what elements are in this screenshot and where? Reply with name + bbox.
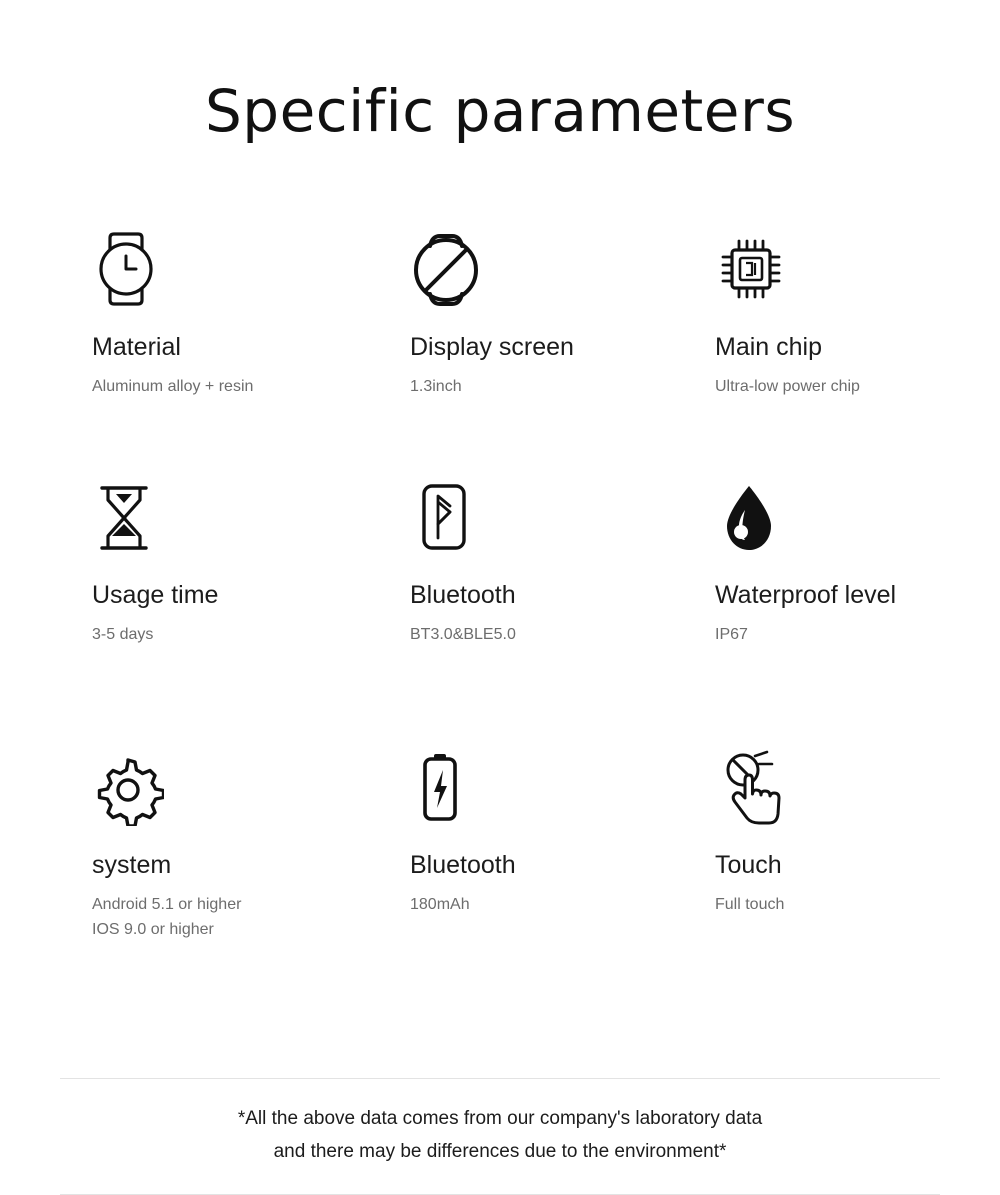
spec-subtitle: Aluminum alloy + resin (92, 378, 254, 396)
battery-icon (410, 740, 715, 826)
watch-display-icon (410, 222, 715, 308)
spec-subtitle: 3-5 days (92, 626, 154, 644)
spec-item-waterproof-level (715, 470, 912, 740)
footer-line-1: *All the above data comes from our company's laboratory data (237, 1108, 763, 1130)
spec-title: Bluetooth (410, 580, 516, 609)
spec-title: Touch (715, 850, 782, 879)
footer-line-2: and there may be differences due to the environment* (273, 1140, 727, 1162)
spec-item-material (92, 222, 410, 470)
bluetooth-icon (410, 470, 715, 556)
spec-subtitle: IP67 (715, 626, 748, 644)
specs-grid (0, 222, 1000, 943)
spec-subtitle: BT3.0&BLE5.0 (410, 626, 516, 644)
spec-subtitle: Full touch (715, 896, 785, 914)
spec-item-battery (410, 740, 715, 943)
spec-title: Usage time (92, 580, 219, 609)
spec-item-bluetooth (410, 470, 715, 740)
spec-item-touch (715, 740, 912, 943)
spec-item-system (92, 740, 410, 943)
spec-title: Material (92, 332, 181, 361)
water-drop-icon (715, 470, 912, 556)
spec-title: Display screen (410, 332, 574, 361)
spec-item-display-screen (410, 222, 715, 470)
spec-subtitle-secondary: IOS 9.0 or higher (92, 921, 214, 939)
spec-item-main-chip (715, 222, 912, 470)
page-title: Specific parameters (204, 77, 796, 145)
spec-subtitle: 1.3inch (410, 378, 462, 396)
spec-title: system (92, 850, 172, 879)
spec-title: Main chip (715, 332, 822, 361)
watch-clock-icon (92, 222, 410, 308)
chip-icon (715, 222, 912, 308)
spec-subtitle: Android 5.1 or higher (92, 896, 242, 914)
footer-disclaimer (60, 1078, 940, 1195)
spec-title: Waterproof level (715, 580, 897, 609)
gear-icon (92, 740, 410, 826)
spec-subtitle: 180mAh (410, 896, 470, 914)
spec-title: Bluetooth (410, 850, 516, 879)
touch-hand-icon (715, 740, 912, 826)
hourglass-icon (92, 470, 410, 556)
spec-subtitle: Ultra-low power chip (715, 378, 860, 396)
spec-item-usage-time (92, 470, 410, 740)
